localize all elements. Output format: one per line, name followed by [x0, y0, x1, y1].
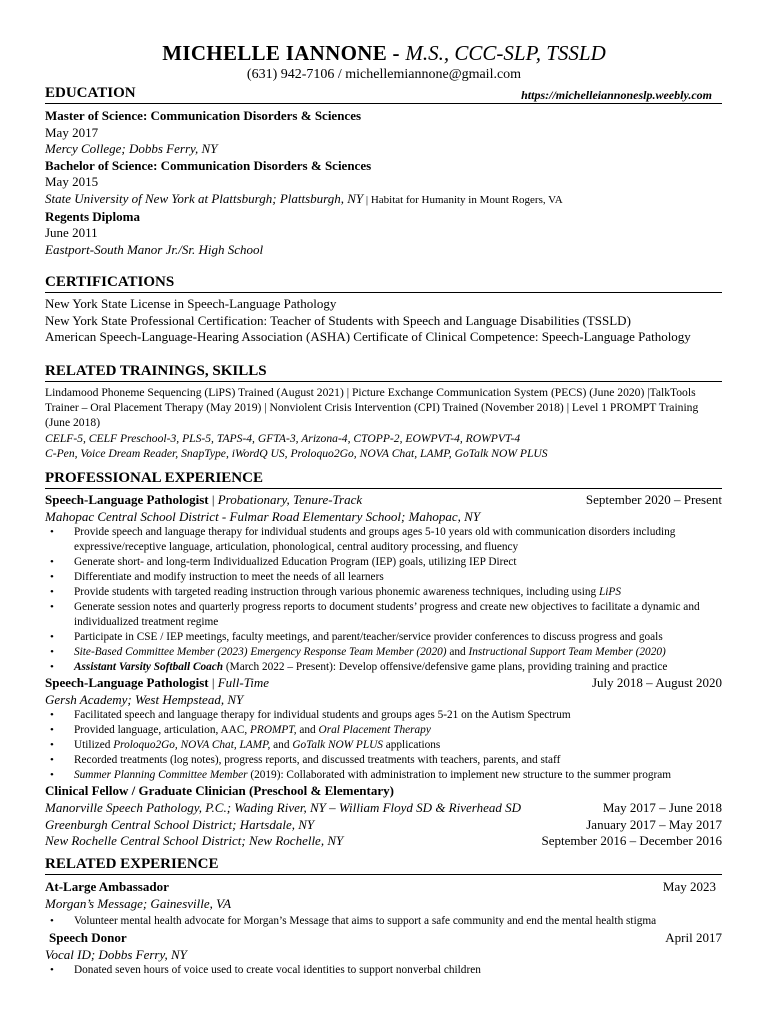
education-section: [45, 84, 722, 258]
placement-dates: May 2017 – June 2018: [602, 799, 722, 815]
job-heading: [45, 675, 722, 692]
job-dates: September 2020 – Present: [585, 492, 722, 507]
job-bullet: • Generate session notes and quarterly progress reports to document students’ progress and create new objectives to facilitate a dynamic and individualized treatment regime: [45, 600, 722, 630]
school-name: Mercy College; Dobbs Ferry, NY: [45, 141, 218, 157]
section-title-certifications: CERTIFICATIONS: [45, 273, 722, 293]
certifications-section: [45, 273, 722, 346]
related-bullet: • Volunteer mental health advocate for Morgan’s Message that aims to support a safe community and end the mental health stigma: [45, 914, 722, 929]
professional-section: [45, 469, 722, 850]
placement-org: New Rochelle Central School District; New Rochelle, NY: [45, 833, 344, 849]
section-title-education: [45, 84, 722, 104]
job-entry: [45, 492, 722, 675]
trainings-section: [45, 362, 722, 461]
school-name: Eastport-South Manor Jr./Sr. High School: [45, 241, 264, 257]
degree-date: June 2011: [45, 225, 98, 241]
job-role: Clinical Fellow / Graduate Clinician (Preschool & Elementary): [45, 783, 394, 799]
certification-item: American Speech-Language-Hearing Association (ASHA) Certificate of Clinical Competence: Speech-Language Pathology: [45, 329, 691, 345]
assistive-technology: C-Pen, Voice Dream Reader, SnapType, iWordQ US, Proloquo2Go, NOVA Chat, LAMP, GoTalk NOW PLUS: [45, 446, 548, 460]
bullet-text: Utilized: [74, 739, 114, 752]
related-org: Vocal ID; Dobbs Ferry, NY: [45, 946, 187, 962]
job-role: Speech-Language Pathologist: [45, 492, 209, 507]
related-role: Speech Donor: [49, 930, 127, 946]
job-org: Mahopac Central School District - Fulmar Road Elementary School; Mahopac, NY: [45, 508, 481, 524]
job-bullet: • Provide speech and language therapy for individual students and groups ages 5-10 years old with communication disorders including expressive/receptive language, articulation, phonological, central auditory processing, and fluency: [45, 525, 722, 555]
bullet-emphasis: Summer Planning Committee Member: [74, 769, 248, 782]
job-bullets: [45, 525, 722, 675]
job-entry: [45, 783, 722, 849]
placement-row: [45, 817, 722, 834]
resume-header: [0, 40, 768, 83]
bullet-emphasis: Site-Based Committee Member (2023): [74, 646, 248, 659]
related-role: At-Large Ambassador: [45, 879, 169, 894]
job-entry: [45, 675, 722, 783]
bullet-text: (2019): Collaborated with administration to implement new structure to the summer program: [247, 769, 672, 782]
related-dates: April 2017: [665, 930, 722, 946]
job-bullet: [45, 768, 722, 783]
credentials: M.S., CCC-SLP, TSSLD: [405, 41, 606, 65]
job-bullet: [45, 723, 722, 738]
bullet-emphasis: Oral Placement Therapy: [318, 724, 431, 737]
bullet-emphasis: LiPS: [599, 586, 621, 599]
school-line: [45, 191, 722, 209]
job-bullet: [45, 585, 722, 600]
candidate-name: MICHELLE IANNONE: [162, 41, 387, 65]
degree-title: Regents Diploma: [45, 208, 140, 224]
placement-org: Manorville Speech Pathology, P.C.; Wading River, NY – William Floyd SD & Riverhead SD: [45, 799, 522, 815]
job-bullet: • Generate short- and long-term Individualized Education Program (IEP) goals, utilizing IEP Direct: [45, 555, 722, 570]
placement-row: [45, 800, 722, 817]
degree-date: May 2015: [45, 174, 99, 190]
degree-title: Master of Science: Communication Disorders & Sciences: [45, 108, 362, 123]
bullet-emphasis: Instructional Support Team Member (2020): [468, 646, 666, 659]
job-bullet: • Differentiate and modify instruction to meet the needs of all learners: [45, 570, 722, 585]
related-bullets: [45, 963, 722, 978]
degree-title: Bachelor of Science: Communication Disorders & Sciences: [45, 157, 372, 173]
section-title-professional: PROFESSIONAL EXPERIENCE: [45, 469, 722, 489]
bullet-text: and: [446, 646, 469, 659]
trainings-paragraph: Lindamood Phoneme Sequencing (LiPS) Trained (August 2021) | Picture Exchange Communication System (PECS) (June 2020) |TalkTools Trainer – Oral Placement Therapy (May 2019) | Nonviolent Crisis Intervention (CPI) Trained (November 2018) | Level 1 PROMPT Training (June 2018): [45, 386, 699, 430]
placement-org: Greenburgh Central School District; Hartsdale, NY: [45, 816, 315, 832]
school-extra: | Habitat for Humanity in Mount Rogers, VA: [363, 193, 563, 206]
related-bullet: • Donated seven hours of voice used to create vocal identities to support nonverbal children: [45, 963, 722, 978]
bullet-text: and: [296, 724, 319, 737]
job-org: Gersh Academy; West Hempstead, NY: [45, 691, 244, 707]
education-title: EDUCATION: [45, 85, 136, 101]
bullet-emphasis: Emergency Response Team Member (2020): [247, 646, 447, 659]
job-bullet: [45, 738, 722, 753]
contact-info: (631) 942-7106 / michellemiannone@gmail.com: [246, 67, 522, 82]
related-entry: [45, 879, 722, 929]
bullet-emphasis: PROMPT,: [250, 724, 297, 737]
name-separator: -: [387, 41, 406, 65]
related-heading: [45, 879, 722, 896]
bullet-text: Provided language, articulation, AAC,: [74, 724, 251, 737]
job-role: Speech-Language Pathologist: [45, 675, 209, 691]
job-status: Probationary, Tenure-Track: [217, 492, 363, 507]
role-separator: |: [208, 675, 218, 691]
bullet-emphasis: Proloquo2Go, NOVA Chat, LAMP,: [113, 739, 271, 752]
role-separator: |: [208, 492, 218, 507]
assessment-tools: CELF-5, CELF Preschool-3, PLS-5, TAPS-4, GFTA-3, Arizona-4, CTOPP-2, EOWPVT-4, ROWPVT-4: [45, 431, 521, 445]
placement-row: [45, 833, 722, 850]
related-heading: [45, 930, 722, 947]
job-bullet: • Participate in CSE / IEP meetings, faculty meetings, and parent/teacher/service provider conferences to discuss progress and goals: [45, 630, 722, 645]
job-heading: [45, 492, 722, 509]
related-section: [45, 855, 722, 978]
related-org: Morgan’s Message; Gainesville, VA: [45, 895, 232, 911]
section-title-trainings: RELATED TRAININGS, SKILLS: [45, 362, 722, 382]
school-name: State University of New York at Plattsburgh; Plattsburgh, NY: [45, 190, 364, 206]
related-entry: [45, 930, 722, 978]
related-dates: May 2023: [662, 879, 716, 894]
bullet-text: (March 2022 – Present): Develop offensive/defensive game plans, providing training and practice: [223, 661, 668, 674]
website-link[interactable]: https://michelleiannoneslp.weebly.com: [521, 88, 712, 102]
section-title-related: RELATED EXPERIENCE: [45, 855, 722, 875]
job-status: Full-Time: [217, 675, 269, 691]
name-line: [0, 40, 768, 66]
bullet-text: Provide students with targeted reading instruction through various phonemic awareness techniques, including using: [74, 586, 599, 599]
placement-dates: September 2016 – December 2016: [541, 833, 722, 849]
degree-date: May 2017: [45, 124, 99, 140]
bullet-emphasis: GoTalk NOW PLUS: [292, 739, 383, 752]
bullet-text: and: [270, 739, 293, 752]
job-bullets: [45, 708, 722, 783]
job-bullet: • Facilitated speech and language therapy for individual students and groups ages 5-21 on the Autism Spectrum: [45, 708, 722, 723]
bullet-emphasis: Assistant Varsity Softball Coach: [74, 661, 224, 674]
job-bullet: [45, 645, 722, 660]
placement-dates: January 2017 – May 2017: [586, 816, 722, 832]
job-dates: July 2018 – August 2020: [591, 675, 722, 691]
certification-item: New York State Professional Certification: Teacher of Students with Speech and Language Disabilities (TSSLD): [45, 312, 631, 328]
job-bullet: [45, 660, 722, 675]
job-bullet: • Recorded treatments (log notes), progress reports, and discussed treatments with teachers, parents, and staff: [45, 753, 722, 768]
related-bullets: [45, 914, 722, 929]
bullet-text: applications: [382, 739, 441, 752]
certification-item: New York State License in Speech-Language Pathology: [45, 296, 337, 311]
